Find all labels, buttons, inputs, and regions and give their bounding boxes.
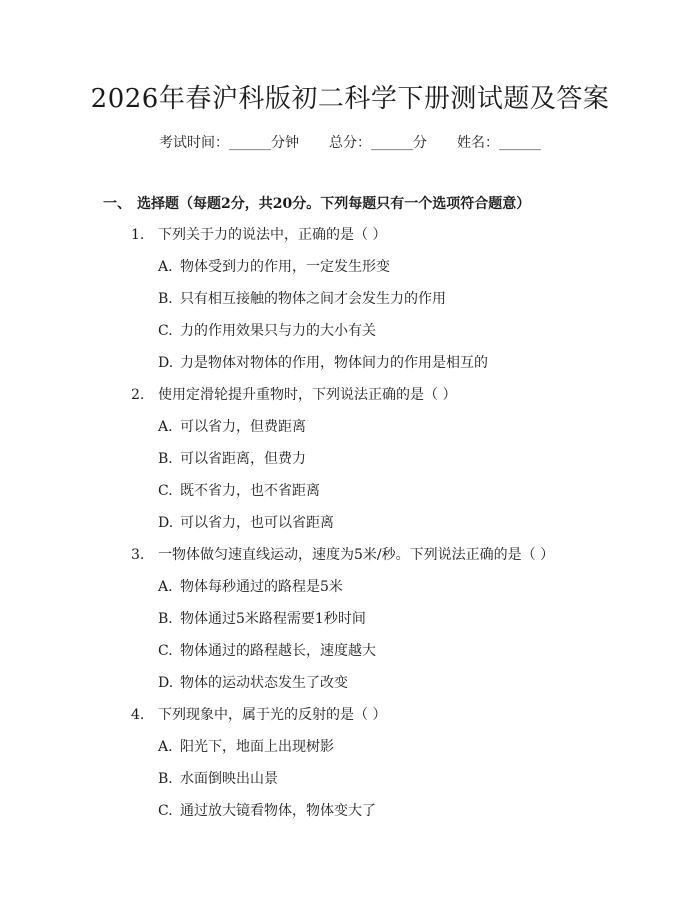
option-text: 可以省力，但费距离 bbox=[180, 419, 306, 435]
option-text: 物体的运动状态发生了改变 bbox=[180, 675, 348, 691]
option-text: 可以省力，也可以省距离 bbox=[180, 515, 334, 531]
option-text: 力是物体对物体的作用，物体间力的作用是相互的 bbox=[180, 355, 488, 371]
option-text: 物体通过的路程越长，速度越大 bbox=[180, 643, 376, 659]
option-text: 水面倒映出山景 bbox=[180, 771, 278, 787]
question-number: 1. bbox=[131, 227, 145, 243]
question-text: 使用定滑轮提升重物时，下列说法正确的是（ ） bbox=[158, 387, 457, 403]
section-number: 一、 bbox=[103, 196, 131, 212]
option-text: 阳光下，地面上出现树影 bbox=[180, 739, 334, 755]
question bbox=[131, 544, 554, 564]
option-letter: B. bbox=[158, 771, 173, 787]
option-letter: D. bbox=[158, 675, 174, 691]
option bbox=[158, 256, 390, 276]
option bbox=[158, 800, 376, 820]
option bbox=[158, 608, 366, 628]
option-text: 只有相互接触的物体之间才会发生力的作用 bbox=[180, 291, 446, 307]
question bbox=[131, 384, 456, 404]
option-letter: C. bbox=[158, 323, 173, 339]
option bbox=[158, 736, 334, 756]
option-text: 可以省距离，但费力 bbox=[180, 451, 306, 467]
section-heading bbox=[103, 193, 530, 213]
option bbox=[158, 640, 376, 660]
option bbox=[158, 672, 348, 692]
option-text: 既不省力，也不省距离 bbox=[180, 483, 320, 499]
option-letter: B. bbox=[158, 611, 173, 627]
question-number: 2. bbox=[131, 387, 145, 403]
option-text: 通过放大镜看物体，物体变大了 bbox=[180, 803, 376, 819]
question bbox=[131, 224, 386, 244]
option-text: 力的作用效果只与力的大小有关 bbox=[180, 323, 376, 339]
page-title: 2026年春沪科版初二科学下册测试题及答案 bbox=[90, 84, 610, 114]
question-text: 一物体做匀速直线运动，速度为5米/秒。下列说法正确的是（ ） bbox=[158, 547, 555, 563]
question bbox=[131, 704, 386, 724]
option bbox=[158, 416, 306, 436]
student-name-field: 姓名：______ bbox=[457, 135, 541, 151]
question-number: 3. bbox=[131, 547, 145, 563]
option-letter: B. bbox=[158, 451, 173, 467]
option bbox=[158, 288, 446, 308]
option-letter: B. bbox=[158, 291, 173, 307]
option bbox=[158, 352, 488, 372]
question-text: 下列关于力的说法中，正确的是（ ） bbox=[158, 227, 387, 243]
option bbox=[158, 320, 376, 340]
option-letter: D. bbox=[158, 355, 174, 371]
option bbox=[158, 448, 306, 468]
exam-info bbox=[0, 132, 700, 152]
exam-time-field: 考试时间：______分钟 bbox=[159, 135, 299, 151]
option-letter: C. bbox=[158, 643, 173, 659]
option bbox=[158, 512, 334, 532]
option-text: 物体通过5米路程需要1秒时间 bbox=[180, 611, 366, 627]
option bbox=[158, 480, 320, 500]
option-letter: A. bbox=[158, 419, 173, 435]
option bbox=[158, 768, 278, 788]
question-number: 4. bbox=[131, 707, 145, 723]
option-letter: A. bbox=[158, 259, 173, 275]
total-score-field: 总分：______分 bbox=[329, 135, 427, 151]
option-letter: D. bbox=[158, 515, 174, 531]
option-text: 物体受到力的作用，一定发生形变 bbox=[180, 259, 390, 275]
option-text: 物体每秒通过的路程是5米 bbox=[180, 579, 343, 595]
section-title: 选择题（每题2分，共20分。下列每题只有一个选项符合题意） bbox=[137, 196, 531, 212]
option-letter: A. bbox=[158, 739, 173, 755]
option-letter: C. bbox=[158, 483, 173, 499]
option bbox=[158, 576, 343, 596]
question-text: 下列现象中，属于光的反射的是（ ） bbox=[158, 707, 387, 723]
option-letter: C. bbox=[158, 803, 173, 819]
option-letter: A. bbox=[158, 579, 173, 595]
